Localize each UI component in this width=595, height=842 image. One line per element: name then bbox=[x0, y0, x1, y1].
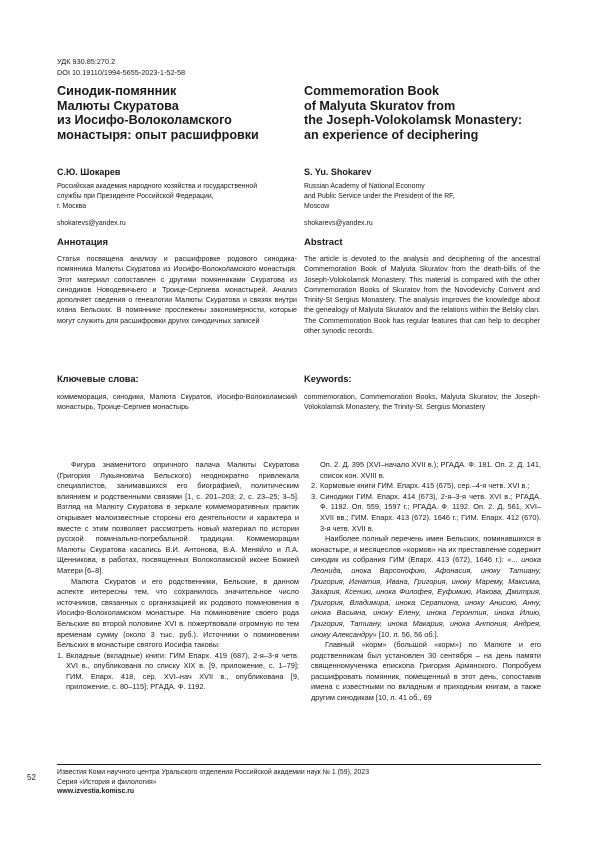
keywords-head-en: Keywords: bbox=[304, 374, 352, 384]
list-text: Синодики ГИМ. Епарх. 414 (673), 2-я–3-я четв. XVI в.; РГАДА. Ф. 1192. Оп. 559, 1597 г.; РГАДА. Ф. 1192. Оп. 2. Д. 561, XVI–XVII вв.; ГИМ. Епарх. 413 (672). 1646 г.; ГИМ. Епарх. 412 (670). 3-я четв. XVII в. bbox=[320, 491, 541, 533]
list-text: Оп. 2. Д. 395 (XVI–начало XVII в.); РГАДА. Ф. 181. Оп. 2. Д. 141, список кон. XVIII в. bbox=[320, 460, 541, 480]
journal-series: Серия «История и филология» bbox=[57, 778, 157, 786]
journal-footer bbox=[57, 768, 369, 797]
list-text: Кормовые книги ГИМ. Епарх. 415 (675), сер.–4-я четв. XVI в.; bbox=[320, 481, 530, 491]
list-number: 3. bbox=[311, 491, 318, 501]
title-en: Commemoration Book of Malyuta Skuratov from the Joseph-Volokolamsk Monastery: an experience of deciphering bbox=[304, 84, 523, 142]
title-ru: Синодик-помянник Малюты Скуратова из Иосифо-Волоколамского монастыря: опыт расшифровки bbox=[57, 84, 259, 142]
paragraph: Фигура знаменитого опричного палача Малюты Скуратова (Григория Лукьяновича Бельского) неоднократно привлекала специалистов, занимавшихся его биографией, политическим влиянием и родственными связями [1, с. 201–203; 2, с. 23–25; 3–5]. Взгляд на Малюту Скуратова в зеркале коммеморативных практик открывает малоизвестные стороны его деятельности и характера и вместе с этим позволяет рассмотреть новый материал по истории русской поминально-погребальной традиции. Коммеморации Малюты Скуратова касались В.И. Антонова, В.А. Меняйло и Л.А. Щенникова, в работах, посвященных Волоколамской иконе Божией Матери [6–8]. bbox=[57, 460, 299, 575]
abstract-head-en: Abstract bbox=[304, 237, 343, 248]
abstract-en: The article is devoted to the analysis and deciphering of the ancestral Commemoration Book of Malyuta Skuratov from the death-bills of the Joseph-Volokolamsk Monastery. This material is compared with the other Commemoration Books of Skuratov from the Novodevichy Convent and Trinity-St Sergius Monastery. The analysis improves the knowledge about the genealogy of Malyuta Skuratov and the relations within the Belsky clan. The Commemoration Book has regular features that can help to decipher other synodic records. bbox=[304, 255, 540, 336]
list-number: 1. bbox=[57, 650, 64, 660]
email-ru: shokarevs@yandex.ru bbox=[57, 220, 126, 227]
page-number: 52 bbox=[27, 773, 36, 782]
journal-title: Известия Коми научного центра Уральского отделения Российской академии наук № 1 (59), 2023 bbox=[57, 769, 370, 776]
author-en: S. Yu. Shokarev bbox=[304, 167, 372, 177]
abstract-ru: Статья посвящена анализу и расшифровке родового синодика-помянника Малюты Скуратова из Иосифо-Волоколамского монастыря. Этот материал сопоставлен с другими помянниками Скуратова из синодиков Новодевичьего и Троице-Сергиева монастырей. Анализ дополняет сведения о генеалогии Малюты Скуратова и связях внутри клана Бельских. В помяннике прослежены закономерности, которые могут служить для расшифровки других синодичных записей bbox=[57, 255, 297, 325]
list-item bbox=[57, 651, 299, 693]
author-ru: С.Ю. Шокарев bbox=[57, 167, 121, 177]
footer-divider bbox=[57, 764, 541, 765]
abstract-head-ru: Аннотация bbox=[57, 237, 109, 248]
body-column-left bbox=[57, 460, 299, 693]
keywords-en: commemoration, Commemoration Books, Malyuta Skuratov, the Joseph-Volokolamsk Monastery, the Trinity-St. Sergius Monastery bbox=[304, 393, 540, 412]
list-item bbox=[311, 492, 541, 534]
paragraph: Главный «корм» (большой «корм») по Малюте и его родственникам был установлен 30 сентября – на день памяти священномученика епископа Григория Армянского. Попробуем расшифровать помянник, помещенный в этот день, сопоставив имена с известными по вкладным и приходным книгам, а также другим синодикам [10, л. 41 об., 69 bbox=[311, 640, 541, 703]
names-list-italic: инока Леонида, инока Варсонофию, Афонасия, иноку Татиану, Григория, Игнатия, Ивана, Григория, иноку Марему, Максима, Захария, Ксению, инока Филофея, Еуфимию, Иакова, Дмитрия, Григория, Владимира, инока Серапиона, иноку Анисию, Анну, инока Васьяна, иноку Елену, инока Геронтия, инока Илию, Григория, Татиану, инока Макария, инока Антония, Андрея, иноку Александру bbox=[311, 555, 541, 639]
article-meta bbox=[57, 57, 185, 78]
keywords-ru: коммеморация, синодики, Малюта Скуратов, Иосифо-Волоколамский монастырь, Троице-Сергиев монастырь bbox=[57, 393, 297, 412]
sources-list bbox=[57, 651, 299, 693]
doi: DOI 10.19110/1994-5655-2023-1-52-58 bbox=[57, 67, 186, 77]
list-item bbox=[311, 481, 541, 492]
affiliation-ru: Российская академия народного хозяйства и государственной службы при Президенте Российской Федерации, г. Москва bbox=[57, 183, 258, 210]
journal-website-link[interactable]: www.izvestia.komisc.ru bbox=[57, 788, 135, 795]
body-column-right bbox=[311, 460, 541, 704]
sources-list-continued bbox=[311, 460, 541, 534]
keywords-head-ru: Ключевые слова: bbox=[57, 374, 139, 384]
udc-code: УДК 930.85:270.2 bbox=[57, 57, 116, 66]
list-number: 2. bbox=[311, 481, 318, 491]
paragraph: Малюта Скуратов и его родственники, Бельские, в данном аспекте интересны тем, что сохранилось значительное число источников, связанных с организацией их родового поминовения в Иосифо-Волоколамском монастыре. На поминовение своего рода Бельские во второй половине XVI в. пожертвовали огромную по тем временам сумму (около 3 тыс. руб.). Источники о поминовении Бельских в монастыре святого Иосифа таковы: bbox=[57, 576, 299, 650]
paragraph: Наиболее полный перечень имен Бельских, поминавшихся в монастыре, и месяцеслов «кормов» на их преставление содержит синодик из собрания ГИМ (Епарх. 413 (672), 1646 г.): «... инока Леонида, инока Варсонофию, Афонасия, иноку Татиану, Григория, Игнатия, Ивана, Григория, иноку Марему, Максима, Захария, Ксению, инока Филофея, Еуфимию, Иакова, Дмитрия, Григория, Владимира, инока Серапиона, иноку Анисию, Анну, инока Васьяна, иноку Елену, инока Геронтия, инока Илию, Григория, Татиану, инока Макария, инока Антония, Андрея, иноку Александру» [10, л. 56, 56 об.]. bbox=[311, 534, 541, 639]
affiliation-en: Russian Academy of National Economy and Public Service under the President of the RF, Moscow bbox=[304, 183, 455, 210]
list-item bbox=[311, 460, 541, 481]
list-text: Вкладные (вкладные) книги: ГИМ Епарх. 419 (687), 2-я–3-я четв. XVI в., опубликована по списку XIX в. [9, приложение, с. 1–79]; ГИМ. Епарх. 418, сер. XVI–нач XVII в., опубликована [9, приложение, с. 80–115]; РГАДА. Ф. 1192. bbox=[66, 650, 299, 692]
email-en: shokarevs@yandex.ru bbox=[304, 220, 373, 227]
